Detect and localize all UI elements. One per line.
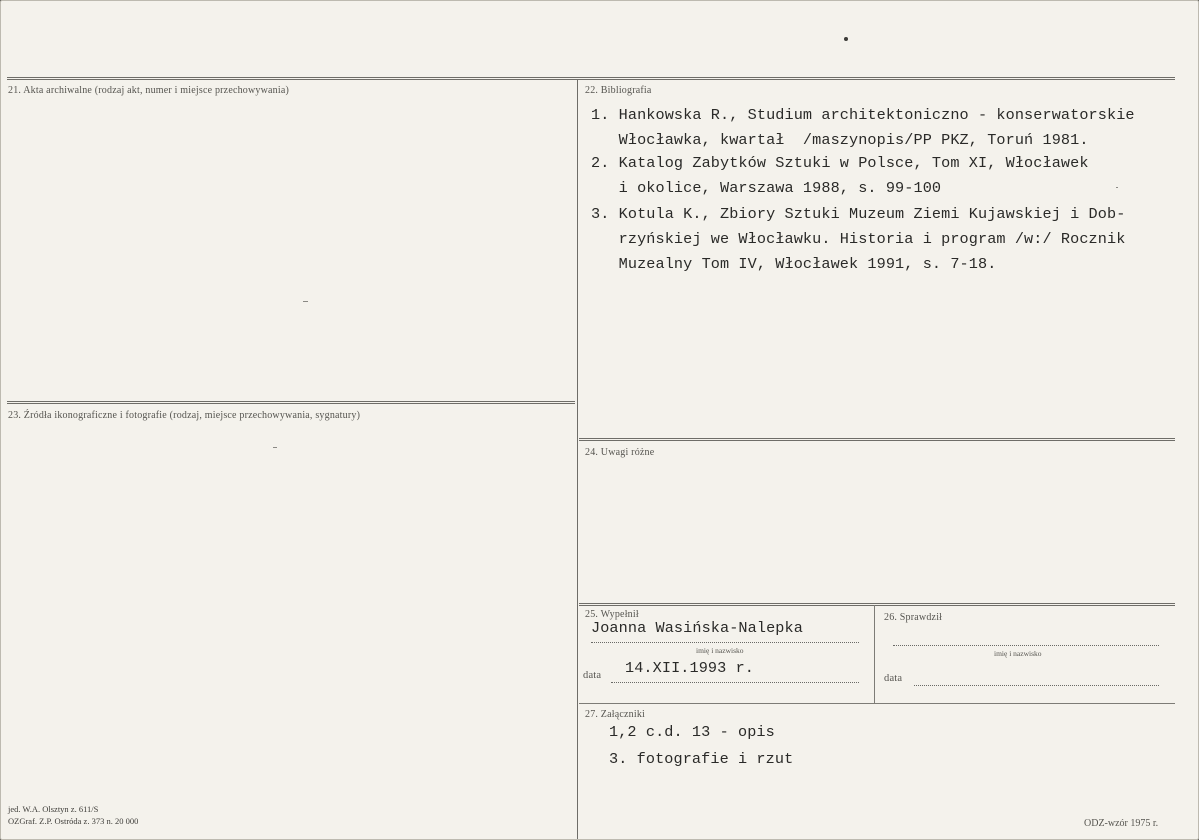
bibliography-line: 1. Hankowska R., Studium architektoniczno - konserwatorskie <box>591 106 1135 124</box>
section-22-label: 22. Bibliografia <box>585 85 652 96</box>
bibliography-line: 2. Katalog Zabytków Sztuki w Polsce, Tom XI, Włocławek <box>591 154 1089 172</box>
left-middle-rule <box>7 401 575 404</box>
signature-divider <box>874 605 875 703</box>
paper-speck <box>303 301 308 302</box>
filled-by-date-line <box>611 682 859 683</box>
bibliography-line: Muzealny Tom IV, Włocławek 1991, s. 7-18. <box>591 255 997 273</box>
checked-by-date-line <box>914 685 1159 686</box>
filled-by-name: Joanna Wasińska-Nalepka <box>591 619 803 637</box>
top-rule <box>7 77 1175 80</box>
paper-speck <box>1116 187 1118 188</box>
signature-top-rule <box>579 603 1175 606</box>
checked-by-name-caption: imię i nazwisko <box>994 649 1042 658</box>
attachment-line: 1,2 c.d. 13 - opis <box>609 723 775 741</box>
section-26-label: 26. Sprawdził <box>884 612 943 623</box>
filled-by-name-caption: imię i nazwisko <box>696 646 744 655</box>
filled-by-date-label: data <box>583 670 602 681</box>
printer-imprint-1: jed. W.A. Olsztyn z. 611/S <box>8 804 99 814</box>
center-divider <box>577 79 578 839</box>
checked-by-date-label: data <box>884 673 903 684</box>
printer-imprint-2: OZGraf. Z.P. Ostróda z. 373 n. 20 000 <box>8 816 139 826</box>
section-25-label: 25. Wypełnił <box>585 609 639 620</box>
right-middle-rule <box>579 438 1175 441</box>
section-27-label: 27. Załączniki <box>585 709 645 720</box>
paper-speck <box>273 447 277 448</box>
bibliography-line: 3. Kotula K., Zbiory Sztuki Muzeum Ziemi Kujawskiej i Dob- <box>591 205 1126 223</box>
bibliography-line: i okolice, Warszawa 1988, s. 99-100 <box>591 179 942 197</box>
checked-by-name-line <box>893 645 1159 646</box>
section-23-label: 23. Źródła ikonograficzne i fotografie (rodzaj, miejsce przechowywania, sygnatury) <box>8 410 361 421</box>
filled-by-name-line <box>591 642 859 643</box>
bibliography-line: Włocławka, kwartał /maszynopis/PP PKZ, Toruń 1981. <box>591 131 1089 149</box>
bibliography-line: rzyńskiej we Włocławku. Historia i program /w:/ Rocznik <box>591 230 1126 248</box>
section-24-label: 24. Uwagi różne <box>585 447 655 458</box>
form-code: ODZ-wzór 1975 r. <box>1084 818 1159 829</box>
attachments-top-rule <box>579 703 1175 704</box>
ink-dot <box>844 37 848 41</box>
section-21-label: 21. Akta archiwalne (rodzaj akt, numer i miejsce przechowywania) <box>8 85 290 96</box>
attachment-line: 3. fotografie i rzut <box>609 750 794 768</box>
filled-by-date: 14.XII.1993 r. <box>625 659 754 677</box>
